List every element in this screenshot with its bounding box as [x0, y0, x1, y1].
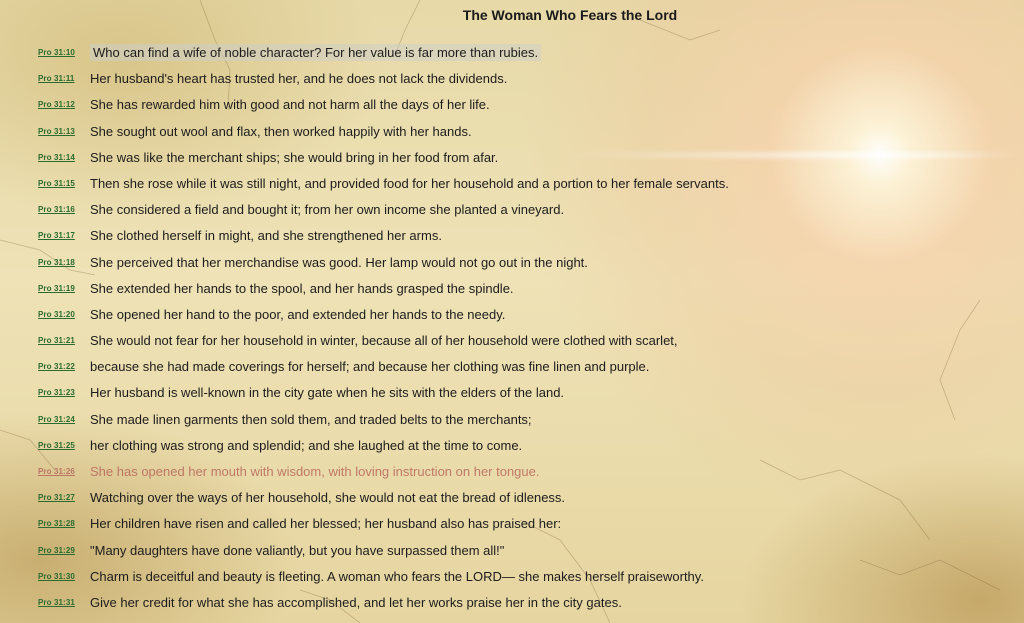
verse-text: She perceived that her merchandise was good. Her lamp would not go out in the night.: [90, 254, 588, 270]
verse-row: [38, 564, 978, 590]
verse-text: Then she rose while it was still night, and provided food for her household and a portion to her female servants.: [90, 175, 729, 191]
verse-row: [38, 145, 978, 171]
verse-reference-link[interactable]: Pro 31:12: [38, 100, 75, 110]
verse-text: She made linen garments then sold them, and traded belts to the merchants;: [90, 411, 532, 427]
verse-text: Her husband is well-known in the city gate when he sits with the elders of the land.: [90, 385, 565, 401]
verse-row: [38, 66, 978, 92]
verse-reference-link[interactable]: Pro 31:31: [38, 597, 75, 607]
verse-reference-link[interactable]: Pro 31:27: [38, 493, 75, 503]
verse-row: [38, 171, 978, 197]
verse-text: "Many daughters have done valiantly, but you have surpassed them all!": [90, 542, 505, 558]
verse-row: [38, 459, 978, 485]
verse-text: She was like the merchant ships; she would bring in her food from afar.: [90, 149, 499, 165]
verse-reference-link[interactable]: Pro 31:28: [38, 519, 75, 529]
verse-row: [38, 407, 978, 433]
verse-text: Her children have risen and called her blessed; her husband also has praised her:: [90, 516, 562, 532]
verse-text: She has rewarded him with good and not harm all the days of her life.: [90, 97, 490, 113]
verse-text: Who can find a wife of noble character? For her value is far more than rubies.: [90, 44, 541, 61]
verse-row: [38, 119, 978, 145]
verse-reference-link[interactable]: Pro 31:19: [38, 283, 75, 293]
verse-reference-link[interactable]: Pro 31:25: [38, 440, 75, 450]
verse-row: [38, 197, 978, 223]
verse-text: She would not fear for her household in winter, because all of her household were clothed with scarlet,: [90, 333, 678, 349]
verse-row: [38, 485, 978, 511]
verse-reference-link[interactable]: Pro 31:10: [38, 48, 75, 57]
verse-reference-link[interactable]: Pro 31:11: [38, 74, 75, 84]
verse-reference-link[interactable]: Pro 31:13: [38, 126, 75, 136]
verse-reference-link[interactable]: Pro 31:24: [38, 414, 75, 424]
verse-row: [38, 538, 978, 564]
verse-text: Give her credit for what she has accomplished, and let her works praise her in the city gates.: [90, 594, 622, 610]
verse-row: [38, 590, 978, 616]
verse-text: She extended her hands to the spool, and her hands grasped the spindle.: [90, 280, 514, 296]
verse-text: her clothing was strong and splendid; and she laughed at the time to come.: [90, 437, 523, 453]
verse-reference-link[interactable]: Pro 31:14: [38, 152, 75, 162]
verse-row: [38, 380, 978, 406]
verse-reference-link[interactable]: Pro 31:15: [38, 178, 75, 188]
page-title: The Woman Who Fears the Lord: [462, 7, 678, 23]
verse-row: [38, 223, 978, 249]
verse-text: She considered a field and bought it; from her own income she planted a vineyard.: [90, 202, 565, 218]
verse-row: [38, 40, 978, 66]
verse-reference-link[interactable]: Pro 31:23: [38, 388, 75, 398]
verse-reference-link[interactable]: Pro 31:20: [38, 309, 75, 319]
verse-reference-link[interactable]: Pro 31:26: [38, 467, 75, 476]
verse-row: [38, 511, 978, 537]
verse-row: [38, 354, 978, 380]
verse-text: Her husband's heart has trusted her, and he does not lack the dividends.: [90, 71, 508, 87]
verse-text: She sought out wool and flax, then worked happily with her hands.: [90, 123, 472, 139]
verse-text: Watching over the ways of her household, she would not eat the bread of idleness.: [90, 490, 566, 506]
verse-text: She clothed herself in might, and she strengthened her arms.: [90, 228, 442, 244]
verse-reference-link[interactable]: Pro 31:17: [38, 231, 75, 241]
verse-row: [38, 302, 978, 328]
verse-row: [38, 276, 978, 302]
verse-text: She has opened her mouth with wisdom, with loving instruction on her tongue.: [90, 464, 540, 479]
verse-row: [38, 92, 978, 118]
verse-row: [38, 328, 978, 354]
verse-text: She opened her hand to the poor, and extended her hands to the needy.: [90, 306, 506, 322]
verse-row: [38, 433, 978, 459]
verse-reference-link[interactable]: Pro 31:29: [38, 545, 75, 555]
verse-reference-link[interactable]: Pro 31:22: [38, 362, 75, 372]
verse-reference-link[interactable]: Pro 31:30: [38, 571, 75, 581]
verse-reference-link[interactable]: Pro 31:16: [38, 205, 75, 215]
verse-reference-link[interactable]: Pro 31:18: [38, 257, 75, 267]
verse-row: [38, 250, 978, 276]
verse-list: [38, 40, 978, 616]
verse-reference-link[interactable]: Pro 31:21: [38, 336, 75, 346]
verse-text: because she had made coverings for herself; and because her clothing was fine linen and purple.: [90, 359, 650, 375]
verse-text: Charm is deceitful and beauty is fleeting. A woman who fears the LORD— she makes herself praiseworthy.: [90, 568, 704, 584]
